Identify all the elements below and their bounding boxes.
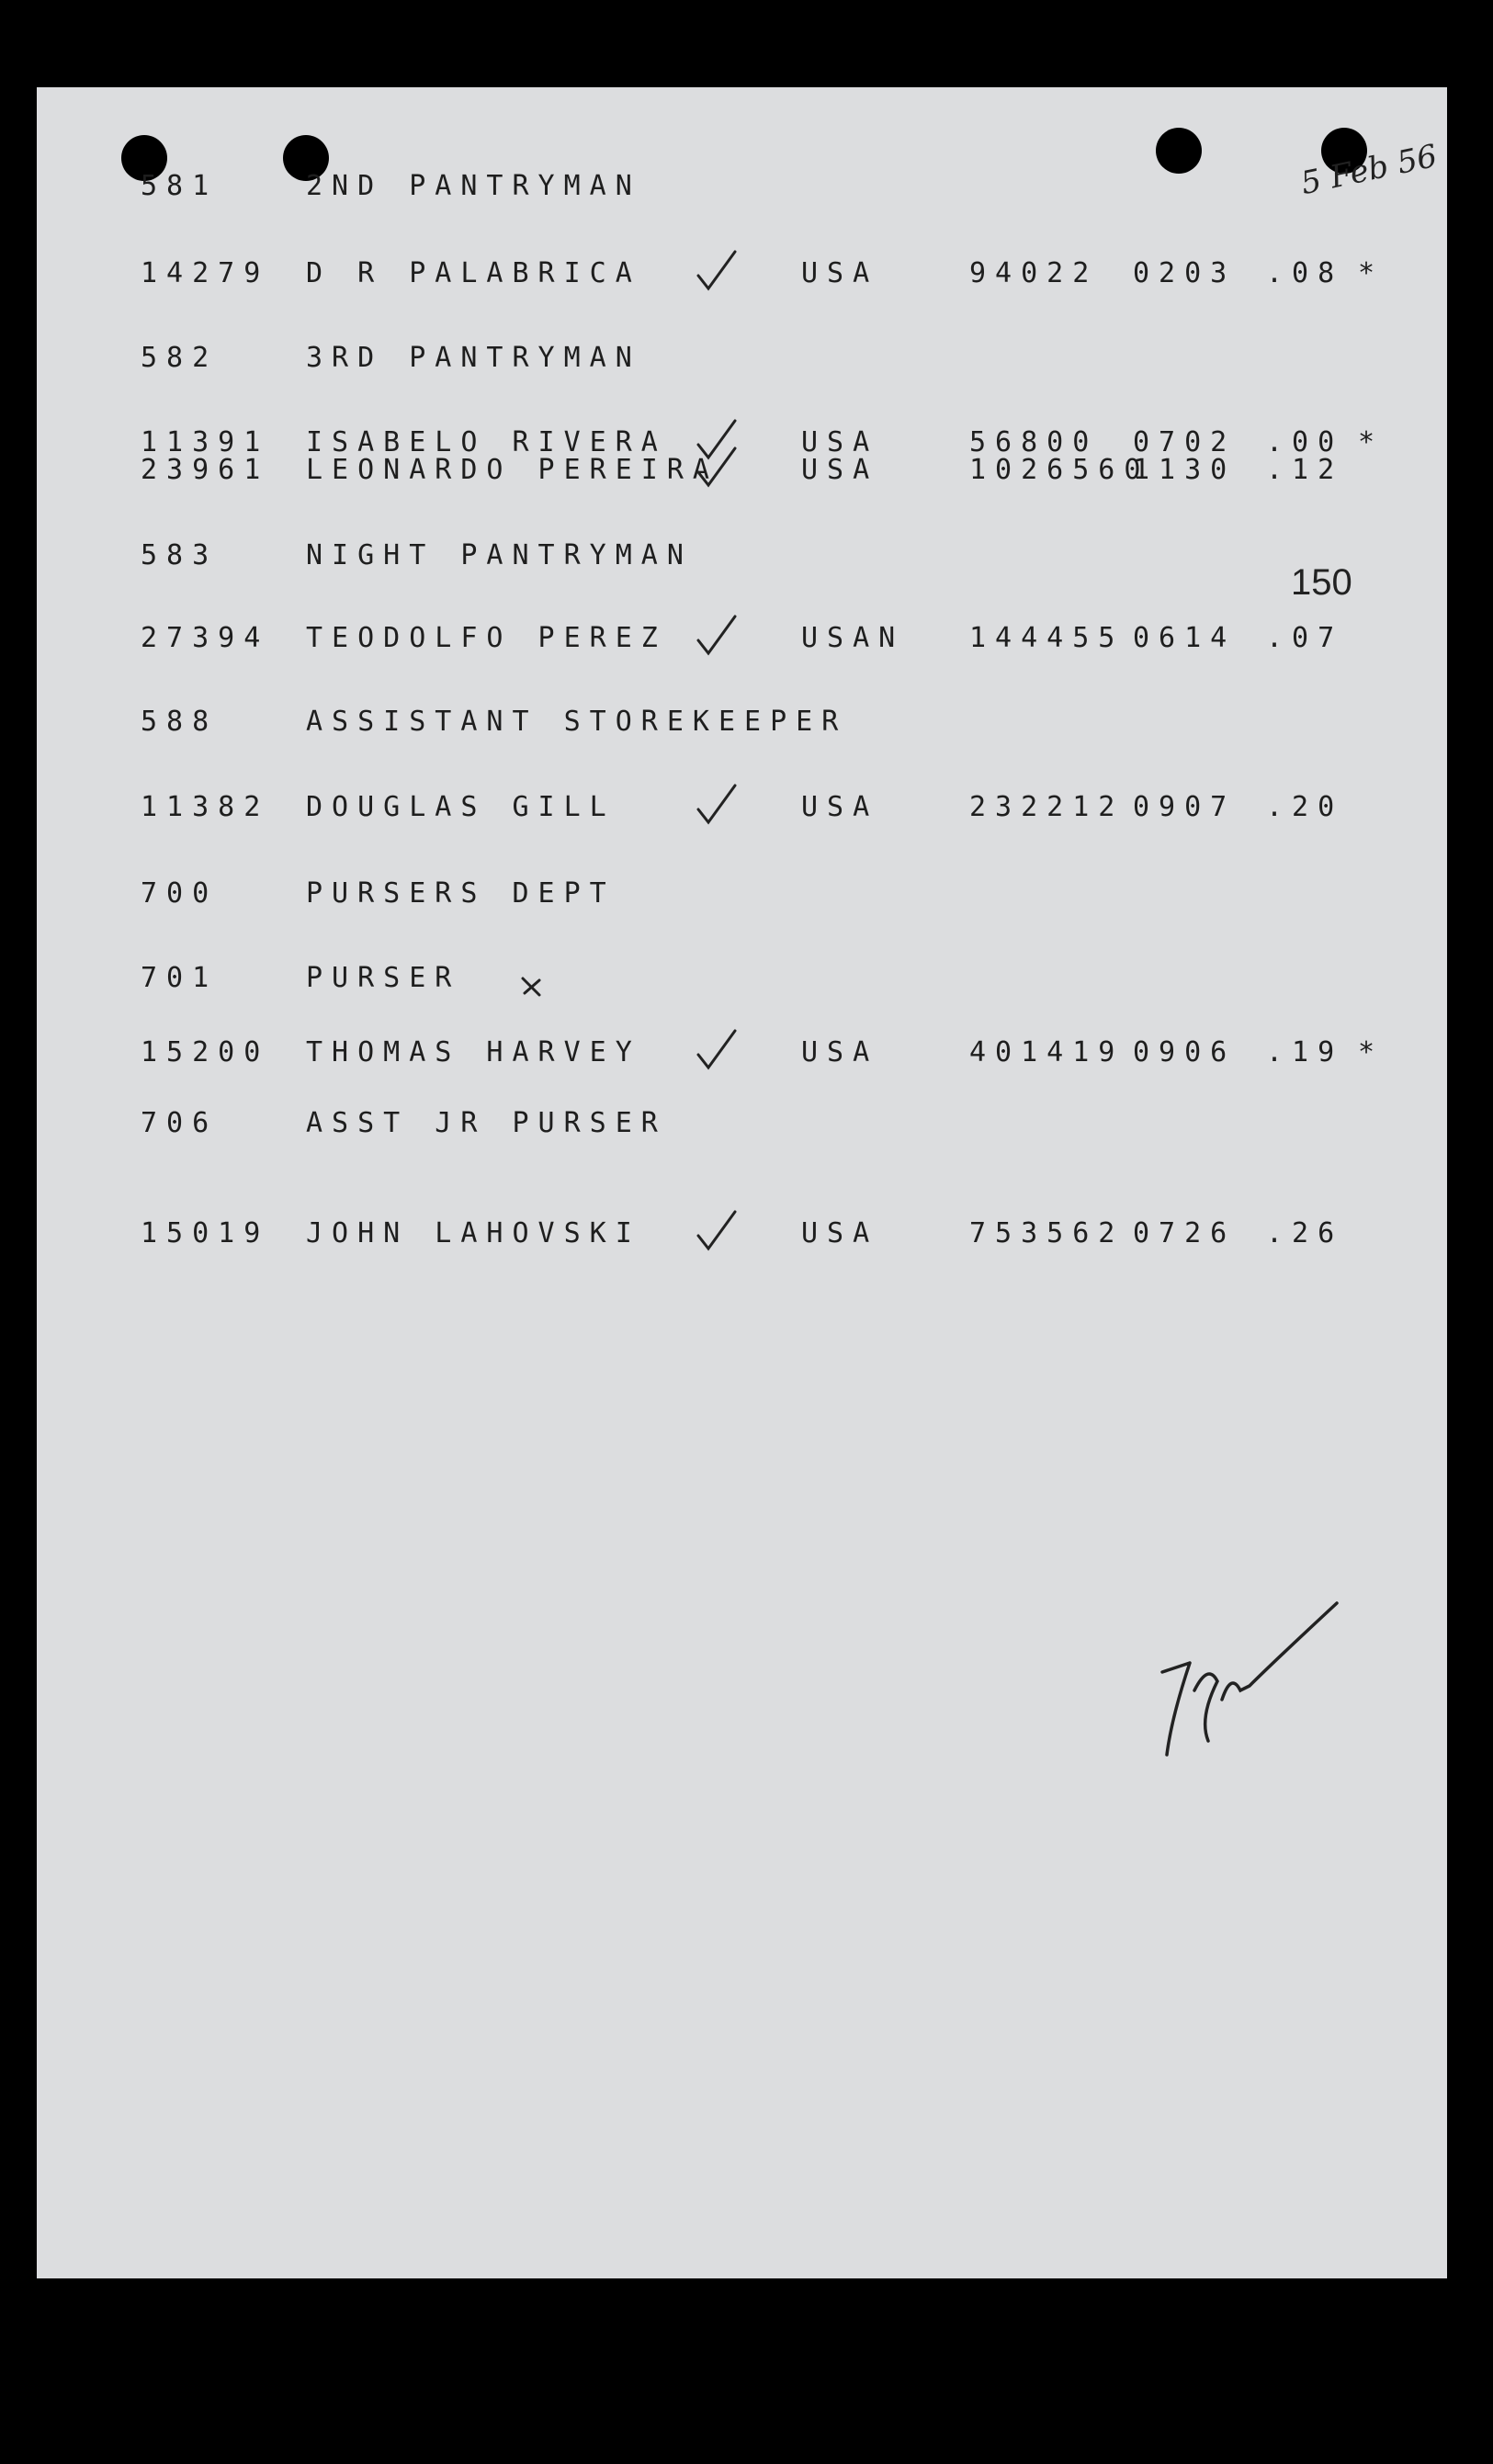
record-text: ASST JR PURSER	[306, 1107, 667, 1139]
record-number: 401419	[969, 1036, 1125, 1068]
record-code: 14279	[141, 257, 270, 289]
record-code: 706	[141, 1107, 219, 1139]
record-text: TEODOLFO PEREZ	[306, 622, 667, 654]
record-number: 144455	[969, 622, 1125, 654]
record-nationality: USA	[801, 1217, 879, 1249]
record-nationality: USA	[801, 426, 879, 458]
record-code: 23961	[141, 454, 270, 486]
record-code: 581	[141, 170, 219, 202]
record-text: PURSER	[306, 962, 461, 994]
record-number: 753562	[969, 1217, 1125, 1249]
record-code: 27394	[141, 622, 270, 654]
record-code: 11382	[141, 791, 270, 823]
record-rate: .19	[1266, 1036, 1344, 1068]
record-date: 0614	[1133, 622, 1237, 654]
record-rate: .20	[1266, 791, 1344, 823]
record-text: ASSISTANT STOREKEEPER	[306, 706, 848, 738]
record-nationality: USA	[801, 1036, 879, 1068]
handwritten-corner-note: 5 Feb 56	[1297, 137, 1441, 203]
check-mark-icon	[694, 782, 740, 828]
record-number: 1026560	[969, 454, 1150, 486]
record-rate: .26	[1266, 1217, 1344, 1249]
record-nationality: USAN	[801, 622, 905, 654]
document-sheet	[37, 87, 1447, 2278]
check-mark-icon	[694, 613, 740, 659]
record-star: *	[1358, 1036, 1385, 1068]
check-mark-icon	[694, 445, 740, 491]
record-date: 0906	[1133, 1036, 1237, 1068]
punch-hole	[1156, 128, 1202, 174]
record-date: 0726	[1133, 1217, 1237, 1249]
record-number: 232212	[969, 791, 1125, 823]
record-code: 588	[141, 706, 219, 738]
signature-mark	[1153, 1580, 1355, 1764]
record-code: 11391	[141, 426, 270, 458]
record-star: *	[1358, 257, 1385, 289]
record-number: 56800	[969, 426, 1099, 458]
record-rate: .00	[1266, 426, 1344, 458]
record-number: 94022	[969, 257, 1099, 289]
record-text: 2ND PANTRYMAN	[306, 170, 641, 202]
record-date: 1130	[1133, 454, 1237, 486]
record-text: DOUGLAS GILL	[306, 791, 616, 823]
record-nationality: USA	[801, 791, 879, 823]
record-text: NIGHT PANTRYMAN	[306, 539, 693, 571]
record-text: THOMAS HARVEY	[306, 1036, 641, 1068]
record-text: PURSERS DEPT	[306, 877, 616, 910]
check-mark-icon	[694, 248, 740, 294]
record-code: 15200	[141, 1036, 270, 1068]
record-date: 0702	[1133, 426, 1237, 458]
record-text: 3RD PANTRYMAN	[306, 342, 641, 374]
record-date: 0203	[1133, 257, 1237, 289]
page-number: 150	[1291, 562, 1352, 603]
record-code: 15019	[141, 1217, 270, 1249]
record-nationality: USA	[801, 454, 879, 486]
record-rate: .08	[1266, 257, 1344, 289]
record-code: 701	[141, 962, 219, 994]
record-nationality: USA	[801, 257, 879, 289]
record-code: 583	[141, 539, 219, 571]
x-mark-icon	[519, 975, 543, 999]
record-rate: .07	[1266, 622, 1344, 654]
record-text: D R PALABRICA	[306, 257, 641, 289]
check-mark-icon	[694, 1027, 740, 1073]
record-date: 0907	[1133, 791, 1237, 823]
record-text: JOHN LAHOVSKI	[306, 1217, 641, 1249]
record-code: 582	[141, 342, 219, 374]
record-rate: .12	[1266, 454, 1344, 486]
record-text: LEONARDO PEREIRA	[306, 454, 718, 486]
check-mark-icon	[694, 1208, 740, 1254]
record-star: *	[1358, 426, 1385, 458]
record-code: 700	[141, 877, 219, 910]
record-text: ISABELO RIVERA	[306, 426, 667, 458]
